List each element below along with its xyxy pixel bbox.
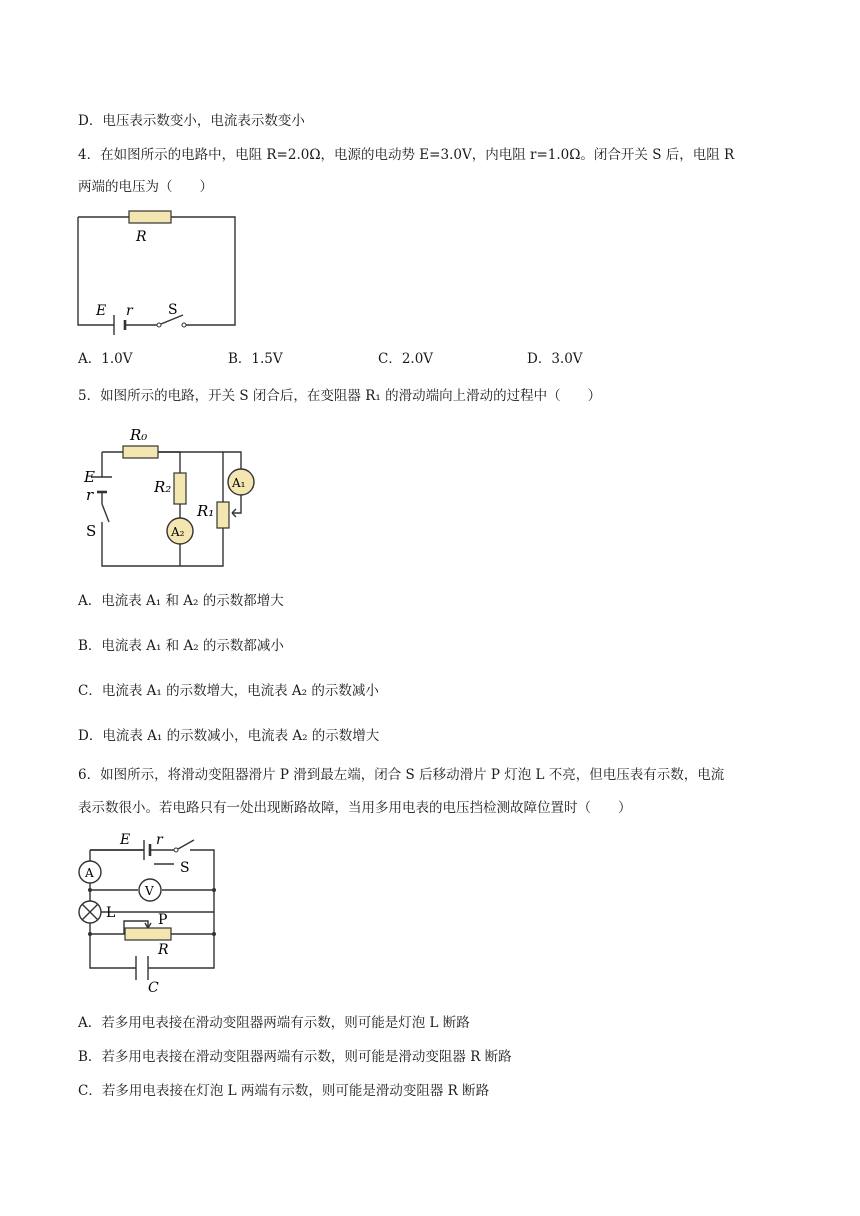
q5-label-R2: R₂ — [154, 478, 172, 496]
q4-option-a: A．1.0V — [78, 351, 133, 367]
resistor-R0 — [123, 446, 158, 458]
q6-label-R: R — [158, 942, 169, 958]
q4-stem-line1: 4．在如图所示的电路中，电阻 R=2.0Ω，电源的电动势 E=3.0V，内电阻 r=1.0Ω。闭合开关 S 后，电阻 R — [78, 147, 735, 163]
q4-option-b: B．1.5V — [228, 351, 283, 367]
q6-option-c: C．若多用电表接在灯泡 L 两端有示数，则可能是滑动变阻器 R 断路 — [78, 1083, 490, 1099]
q6-stem-line1: 6．如图所示，将滑动变阻器滑片 P 滑到最左端，闭合 S 后移动滑片 P 灯泡 L 不亮，但电压表有示数，电流 — [78, 767, 725, 783]
q6-label-V: V — [145, 884, 154, 898]
q6-stem-line2: 表示数很小。若电路只有一处出现断路故障，当用多用电表的电压挡检测故障位置时（ ） — [78, 800, 632, 816]
q4-label-r: r — [126, 303, 133, 319]
q4-label-E: E — [96, 303, 107, 319]
q5-stem: 5．如图所示的电路，开关 S 闭合后，在变阻器 R₁ 的滑动端向上滑动的过程中（ ） — [78, 388, 602, 404]
q6-label-L: L — [106, 905, 116, 921]
q3-option-d: D．电压表示数变小，电流表示数变小 — [78, 113, 305, 129]
q5-option-b: B．电流表 A₁ 和 A₂ 的示数都减小 — [78, 638, 284, 654]
q6-label-E: E — [120, 832, 131, 848]
switch-lever — [102, 504, 109, 522]
q6-option-b: B．若多用电表接在滑动变阻器两端有示数，则可能是滑动变阻器 R 断路 — [78, 1049, 512, 1065]
q4-label-S: S — [168, 302, 178, 318]
rheostat-R — [125, 928, 171, 940]
q5-option-c: C．电流表 A₁ 的示数增大，电流表 A₂ 的示数减小 — [78, 683, 379, 699]
q4-label-R: R — [136, 229, 147, 245]
q5-label-R0: R₀ — [130, 426, 148, 444]
q4-stem-line2: 两端的电压为（ ） — [78, 179, 213, 195]
q5-label-r: r — [86, 486, 94, 504]
q6-circuit-figure — [76, 828, 236, 994]
q5-label-S: S — [86, 522, 97, 540]
q5-option-d: D．电流表 A₁ 的示数减小，电流表 A₂ 的示数增大 — [78, 728, 380, 744]
q4-option-d: D．3.0V — [527, 351, 583, 367]
switch-lever — [178, 840, 194, 849]
q4-option-c: C．2.0V — [378, 351, 434, 367]
resistor-R — [129, 211, 171, 223]
rheostat-R1 — [217, 502, 229, 528]
q4-circuit-figure — [70, 205, 250, 335]
q6-label-C: C — [148, 980, 159, 996]
q6-label-A: A — [85, 866, 94, 880]
q5-option-a: A．电流表 A₁ 和 A₂ 的示数都增大 — [78, 593, 284, 609]
q6-label-r: r — [156, 832, 163, 848]
resistor-R2 — [174, 473, 186, 504]
q6-label-S: S — [180, 860, 190, 876]
q5-circuit-figure — [78, 418, 278, 574]
q5-label-E: E — [84, 468, 95, 486]
q6-label-P: P — [158, 912, 168, 928]
q5-label-A1: A₁ — [232, 476, 246, 490]
q5-label-R1: R₁ — [197, 502, 215, 520]
q6-option-a: A．若多用电表接在滑动变阻器两端有示数，则可能是灯泡 L 断路 — [78, 1015, 470, 1031]
q5-label-A2: A₂ — [171, 525, 185, 539]
